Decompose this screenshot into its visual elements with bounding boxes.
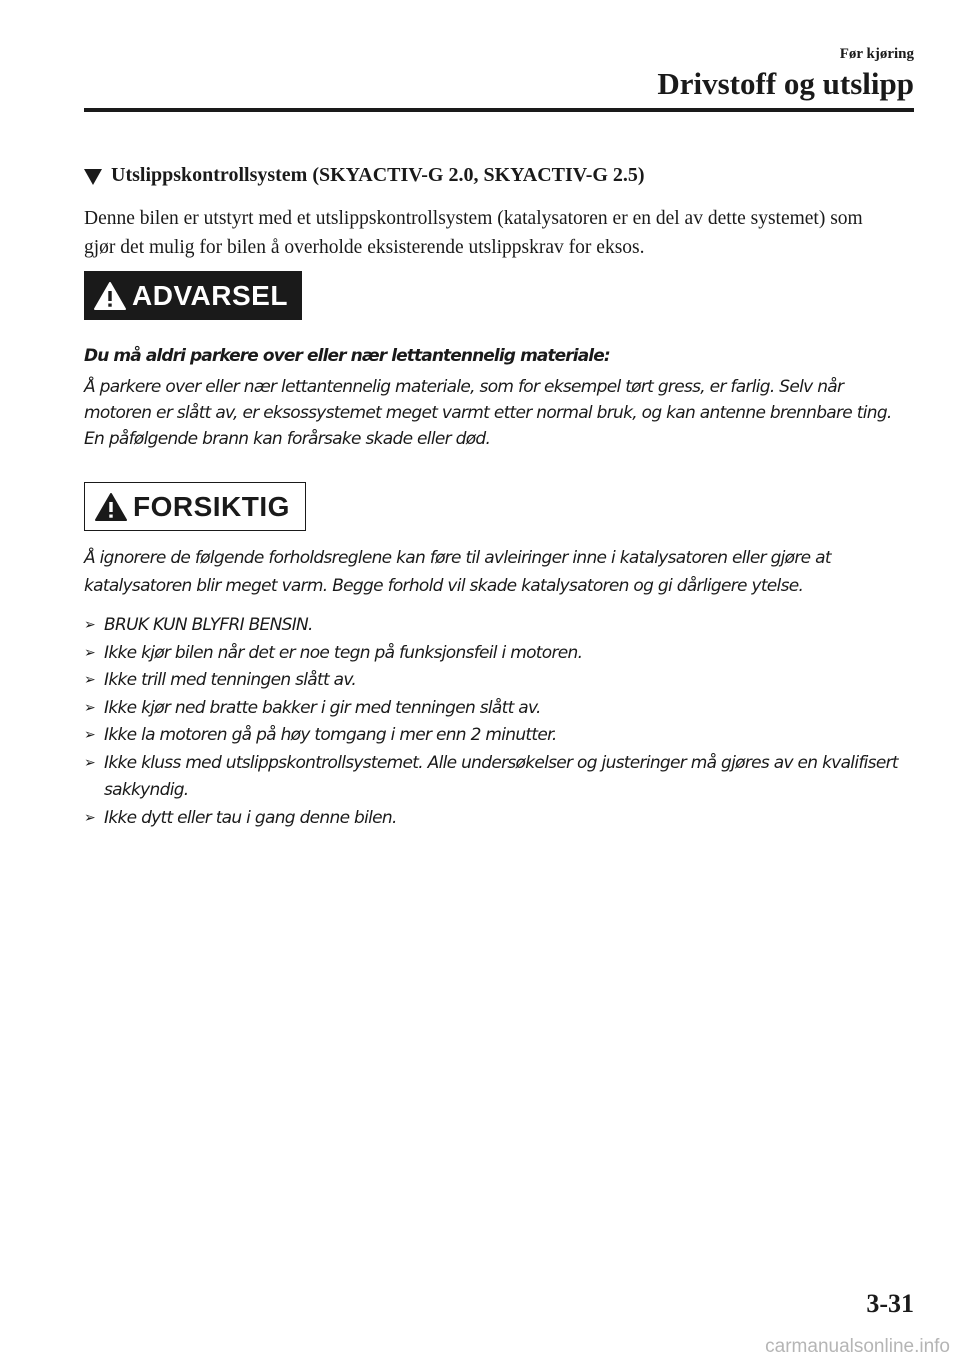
page-number: 3-31 bbox=[866, 1289, 914, 1318]
section-heading bbox=[84, 164, 645, 187]
caution-badge bbox=[84, 482, 306, 531]
list-item: ➢ BRUK KUN BLYFRI BENSIN. bbox=[84, 612, 914, 640]
list-item: ➢ Ikke kjør ned bratte bakker i gir med tenningen slått av. bbox=[84, 695, 914, 723]
caution-label: FORSIKTIG bbox=[133, 490, 290, 522]
intro-paragraph: Denne bilen er utstyrt med et utslippskontrollsystem (katalysatoren er en del av dette systemet) som gjør det mulig for bilen å overholde eksisterende utslippskrav for eksos. bbox=[84, 208, 863, 258]
page-header bbox=[84, 44, 914, 102]
page-title: Drivstoff og utslipp bbox=[657, 66, 914, 101]
chapter-title: Før kjøring bbox=[839, 46, 914, 62]
warning-triangle-icon bbox=[94, 492, 128, 522]
warning-title: Du må aldri parkere over eller nær lettantennelig materiale: bbox=[84, 346, 610, 366]
warning-body: Å parkere over eller nær lettantennelig materiale, som for eksempel tørt gress, er farlig. Selv når motoren er slått av, er eksossystemet meget varmt etter normal bruk, og kan antenne brennbare ting. En påfølgende brann kan forårsake skade eller død. bbox=[84, 377, 892, 449]
list-item: ➢ Ikke kluss med utslippskontrollsystemet. Alle undersøkelser og justeringer må gjøres av en kvalifisert sakkyndig. bbox=[84, 750, 914, 805]
list-item: ➢ Ikke trill med tenningen slått av. bbox=[84, 667, 914, 695]
arrow-right-icon: ➢ bbox=[84, 727, 96, 743]
arrow-right-icon: ➢ bbox=[84, 644, 96, 661]
arrow-right-icon: ➢ bbox=[84, 699, 96, 716]
arrow-right-icon: ➢ bbox=[84, 672, 96, 688]
arrow-right-icon: ➢ bbox=[84, 809, 96, 826]
header-divider bbox=[84, 108, 914, 112]
caution-list bbox=[84, 612, 914, 832]
triangle-down-icon bbox=[84, 169, 102, 185]
warning-label: ADVARSEL bbox=[132, 279, 288, 311]
warning-triangle-icon bbox=[93, 281, 127, 311]
section-heading-text: Utslippskontrollsystem (SKYACTIV-G 2.0, SKYACTIV-G 2.5) bbox=[111, 164, 645, 186]
list-item: ➢ Ikke dytt eller tau i gang denne bilen. bbox=[84, 805, 914, 833]
arrow-right-icon: ➢ bbox=[84, 754, 96, 771]
warning-badge bbox=[84, 271, 302, 320]
list-item: ➢ Ikke la motoren gå på høy tomgang i mer enn 2 minutter. bbox=[84, 722, 914, 750]
watermark[interactable]: carmanualsonline.info bbox=[765, 1336, 950, 1357]
caution-body: Å ignorere de følgende forholdsreglene kan føre til avleiringer inne i katalysatoren eller gjøre at katalysatoren blir meget varm. Begge forhold vil skade katalysatoren og gi dårligere ytelse. bbox=[84, 548, 831, 596]
list-item: ➢ Ikke kjør bilen når det er noe tegn på funksjonsfeil i motoren. bbox=[84, 640, 914, 668]
arrow-right-icon: ➢ bbox=[84, 617, 96, 633]
